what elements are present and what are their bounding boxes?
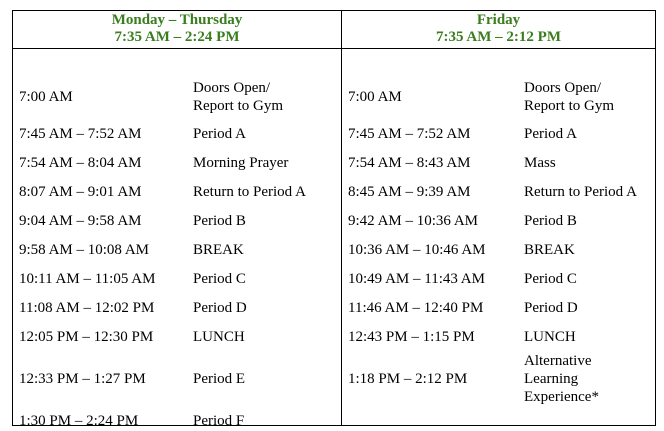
time-cell: 7:00 AM — [19, 89, 73, 105]
time-cell: 10:36 AM – 10:46 AM — [348, 242, 486, 258]
time-cell: 9:42 AM – 10:36 AM — [348, 213, 479, 229]
weekday-title: Monday – Thursday — [111, 12, 243, 28]
event-cell: Period D — [193, 300, 247, 316]
schedule-row — [342, 79, 655, 115]
event-cell: Period F — [193, 413, 245, 429]
schedule-row — [13, 79, 341, 115]
time-cell: 8:45 AM – 9:39 AM — [348, 184, 471, 200]
time-cell: 9:04 AM – 9:58 AM — [19, 213, 142, 229]
event-cell: Period B — [193, 213, 246, 229]
event-cell: Period C — [193, 271, 246, 287]
time-cell: 10:49 AM – 11:43 AM — [348, 271, 485, 287]
event-cell: Morning Prayer — [193, 155, 289, 171]
time-cell: 8:07 AM – 9:01 AM — [19, 184, 142, 200]
event-cell: Return to Period A — [524, 184, 637, 200]
schedule-table — [12, 10, 656, 429]
event-cell: LUNCH — [524, 329, 576, 345]
event-cell: LUNCH — [193, 329, 245, 345]
friday-column — [342, 49, 655, 425]
event-cell: BREAK — [193, 242, 244, 258]
friday-header — [342, 12, 655, 48]
event-cell: Mass — [524, 155, 556, 171]
event-cell: Alternative Learning Experience* — [524, 353, 599, 405]
weekday-column — [13, 49, 341, 429]
time-cell: 10:11 AM – 11:05 AM — [19, 271, 156, 287]
time-cell: 1:18 PM – 2:12 PM — [348, 371, 468, 387]
friday-hours: 7:35 AM – 2:12 PM — [436, 29, 561, 45]
event-cell: Period A — [193, 126, 246, 142]
weekday-header — [13, 12, 341, 48]
weekday-hours: 7:35 AM – 2:24 PM — [114, 29, 240, 45]
time-cell: 1:30 PM – 2:24 PM — [19, 413, 139, 429]
time-cell: 7:45 AM – 7:52 AM — [19, 126, 142, 142]
time-cell: 12:33 PM – 1:27 PM — [19, 371, 146, 387]
event-cell: Period B — [524, 213, 577, 229]
event-cell: Period E — [193, 371, 246, 387]
time-cell: 12:43 PM – 1:15 PM — [348, 329, 475, 345]
event-cell: Doors Open/ Report to Gym — [193, 80, 283, 114]
event-cell: Doors Open/ Report to Gym — [524, 80, 614, 114]
time-cell: 11:46 AM – 12:40 PM — [348, 300, 484, 316]
event-cell: Period A — [524, 126, 577, 142]
event-cell: Period D — [524, 300, 578, 316]
time-cell: 12:05 PM – 12:30 PM — [19, 329, 154, 345]
event-cell: Period C — [524, 271, 577, 287]
friday-title: Friday — [476, 12, 521, 28]
event-cell: Return to Period A — [193, 184, 306, 200]
time-cell: 7:45 AM – 7:52 AM — [348, 126, 471, 142]
schedule-row — [342, 352, 655, 406]
event-cell: BREAK — [524, 242, 575, 258]
time-cell: 7:54 AM – 8:04 AM — [19, 155, 142, 171]
time-cell: 9:58 AM – 10:08 AM — [19, 242, 150, 258]
time-cell: 7:00 AM — [348, 89, 402, 105]
time-cell: 7:54 AM – 8:43 AM — [348, 155, 471, 171]
time-cell: 11:08 AM – 12:02 PM — [19, 300, 155, 316]
